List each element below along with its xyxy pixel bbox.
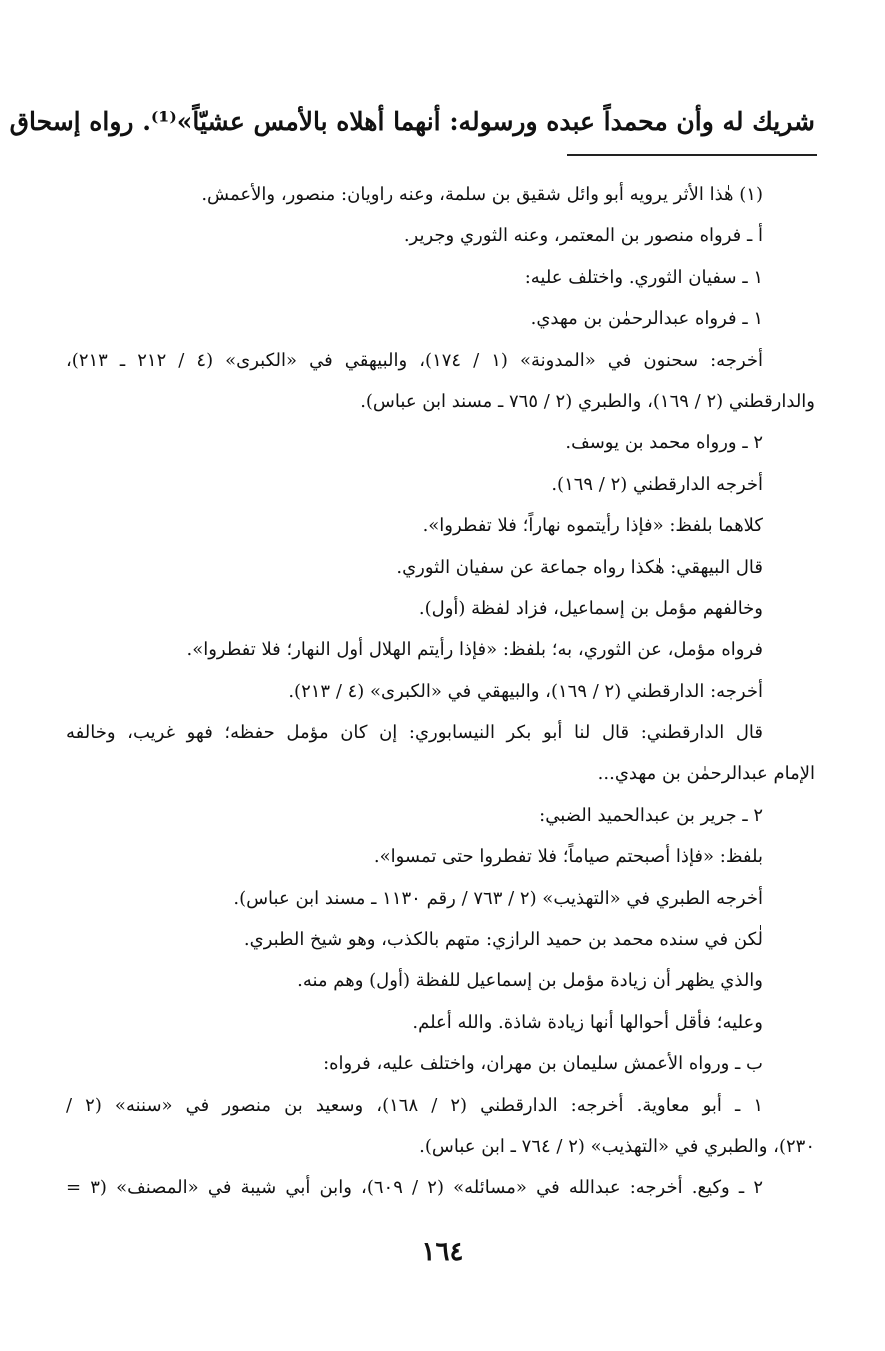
footnote-line: كلاهما بلفظ: «فإذا رأيتموه نهاراً؛ فلا تفطروا». (422, 515, 763, 537)
footnote-line: ب ـ ورواه الأعمش سليمان بن مهران، واختلف عليه، فرواه: (323, 1053, 763, 1075)
footnotes (66, 174, 815, 1209)
footnote-line: وعليه؛ فأقل أحوالها أنها زيادة شاذة. والله أعلم. (412, 1011, 763, 1033)
main-text-line: شريك له وأن محمداً عبده ورسوله: أنهما أهلاه بالأمس عشيّاً»⁽¹⁾. رواه إسحاق (9, 107, 815, 136)
footnote-line: ١ ـ سفيان الثوري. واختلف عليه: (524, 266, 763, 288)
footnote-line: ٢٣٠)، والطبري في «التهذيب» (٢ / ٧٦٤ ـ ابن عباس). (419, 1135, 815, 1157)
footnote-separator (567, 154, 817, 156)
footnote-line: والذي يظهر أن زيادة مؤمل بن إسماعيل للفظة (أول) وهم منه. (297, 970, 763, 992)
footnote-line: (١) هٰذا الأثر يرويه أبو وائل شقيق بن سلمة، وعنه راويان: منصور، والأعمش. (201, 184, 763, 205)
footnote-line: الإمام عبدالرحمٰن بن مهدي... (597, 763, 815, 785)
footnote-line: وخالفهم مؤمل بن إسماعيل، فزاد لفظة (أول). (418, 597, 763, 619)
footnote-line: ١ ـ فرواه عبدالرحمٰن بن مهدي. (530, 308, 763, 330)
footnote-line: بلفظ: «فإذا أصبحتم صياماً؛ فلا تفطروا حتى تمسوا». (373, 846, 763, 868)
footnote-line: قال البيهقي: هٰكذا رواه جماعة عن سفيان الثوري. (396, 556, 763, 578)
footnote-line: أخرجه الطبري في «التهذيب» (٢ / ٧٦٣ / رقم ١١٣٠ ـ مسند ابن عباس). (233, 887, 763, 909)
footnote-line: ٢ ـ جرير بن عبدالحميد الضبي: (539, 804, 763, 826)
footnote-line: ٢ ـ ورواه محمد بن يوسف. (565, 432, 763, 454)
footnote-line: أخرجه: سحنون في «المدونة» (١ / ١٧٤)، والبيهقي في «الكبرى» (٤ / ٢١٢ ـ ٢١٣)، (66, 349, 763, 371)
footnote-line: أخرجه: الدارقطني (٢ / ١٦٩)، والبيهقي في «الكبرى» (٤ / ٢١٣). (288, 680, 763, 702)
footnote-line: لٰكن في سنده محمد بن حميد الرازي: متهم بالكذب، وهو شيخ الطبري. (243, 929, 763, 951)
footnote-line: ١ ـ أبو معاوية. أخرجه: الدارقطني (٢ / ١٦٨)، وسعيد بن منصور في «سننه» (٢ / (66, 1094, 763, 1116)
footnote-line: ٢ ـ وكيع. أخرجه: عبدالله في «مسائله» (٢ / ٦٠٩)، وابن أبي شيبة في «المصنف» (٣ = (66, 1177, 763, 1199)
footnote-line: أ ـ فرواه منصور بن المعتمر، وعنه الثوري وجرير. (403, 225, 763, 247)
page-number: ١٦٤ (421, 1237, 464, 1267)
footnote-line: فرواه مؤمل، عن الثوري، به؛ بلفظ: «فإذا رأيتم الهلال أول النهار؛ فلا تفطروا». (186, 639, 763, 661)
footnote-line: قال الدارقطني: قال لنا أبو بكر النيسابوري: إن كان مؤمل حفظه؛ فهو غريب، وخالفه (66, 722, 763, 744)
footnote-line: أخرجه الدارقطني (٢ / ١٦٩). (551, 473, 763, 495)
footnote-line: والدارقطني (٢ / ١٦٩)، والطبري (٢ / ٧٦٥ ـ مسند ابن عباس). (360, 390, 815, 412)
